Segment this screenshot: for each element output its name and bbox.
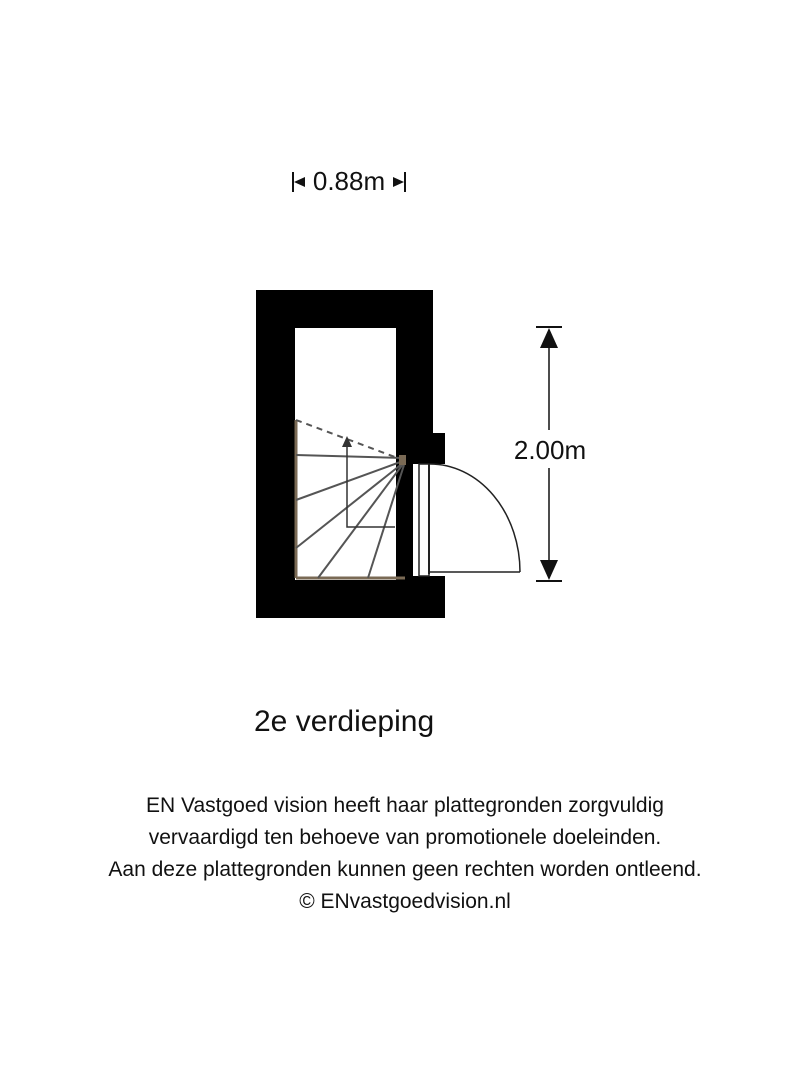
stair-tread bbox=[296, 455, 403, 458]
disclaimer-line: EN Vastgoed vision heeft haar plattegronden zorgvuldig bbox=[146, 794, 664, 817]
dim-arrow-down bbox=[540, 560, 558, 580]
width-label: 0.88m bbox=[312, 166, 386, 196]
stair-arrow-head bbox=[342, 436, 352, 447]
dim-arrow-right bbox=[393, 177, 404, 187]
floor-label: 2e verdieping bbox=[254, 705, 435, 738]
disclaimer-line: Aan deze plattegronden kunnen geen rechten worden ontleend. bbox=[108, 858, 702, 881]
dim-arrow-up bbox=[540, 328, 558, 348]
width-dimension bbox=[293, 166, 405, 196]
stair-tread bbox=[296, 420, 403, 460]
height-dimension bbox=[505, 327, 593, 581]
door-frame bbox=[419, 464, 429, 576]
dim-arrow-left bbox=[294, 177, 305, 187]
stair-post bbox=[399, 455, 406, 465]
height-label: 2.00m bbox=[513, 435, 587, 465]
disclaimer bbox=[0, 790, 810, 918]
staircase bbox=[296, 420, 406, 578]
copyright-line: © ENvastgoedvision.nl bbox=[299, 890, 511, 913]
disclaimer-line: vervaardigd ten behoeve van promotionele doeleinden. bbox=[148, 826, 662, 849]
stair-tread bbox=[296, 461, 403, 500]
